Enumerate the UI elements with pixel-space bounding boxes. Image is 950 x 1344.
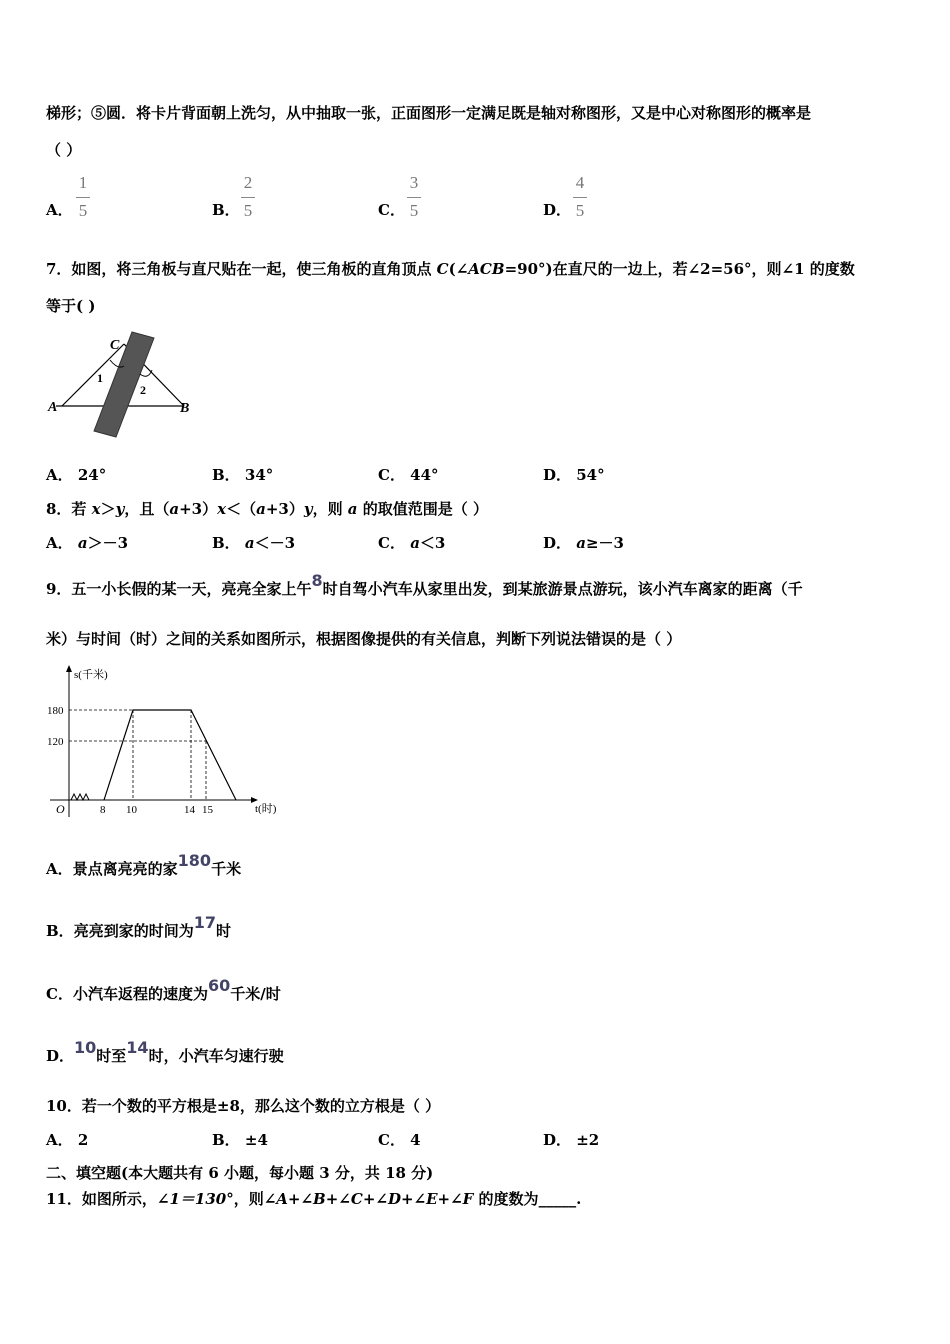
label-b: B <box>180 401 190 416</box>
q6-option-c-fraction <box>404 173 424 221</box>
x-tick-14: 14 <box>184 804 195 816</box>
q6-option-d-label: D． <box>543 201 572 219</box>
distance-line <box>104 710 236 800</box>
q7-text-line: 7．如图，将三角板与直尺贴在一起，使三角板的直角顶点 C(∠ACB=90°)在直尺的一边上，若∠2=56°，则∠1 的度数 <box>46 260 855 278</box>
q9-option-c: C．小汽车返程的速度为60千米/时 <box>46 976 281 1003</box>
denominator: 5 <box>409 201 419 220</box>
x-tick-15: 15 <box>202 804 213 816</box>
q10-option-b: B． ±4 <box>212 1131 268 1149</box>
numerator: 3 <box>409 173 419 192</box>
x-tick-8: 8 <box>100 804 106 816</box>
q7-option-d: D． 54° <box>543 466 605 484</box>
q6-option-c-label: C． <box>378 201 405 219</box>
q9-option-d: D．10时至14时，小汽车匀速行驶 <box>46 1038 284 1065</box>
label-angle-1: 1 <box>97 371 103 385</box>
answer-blank: _____ <box>538 1190 577 1208</box>
label-a: A <box>48 400 58 415</box>
q9-text-line: 9．五一小长假的某一天，亮亮全家上午8时自驾小汽车从家里出发，到某旅游景点游玩，该小汽车离家的距离（千 <box>46 571 803 598</box>
q9-option-b: B．亮亮到家的时间为17时 <box>46 913 231 940</box>
denominator: 5 <box>78 201 88 220</box>
q10-option-c: C． 4 <box>378 1131 421 1149</box>
y-axis-label: s(千米) <box>74 669 108 681</box>
q6-text-line: 梯形；⑤圆．将卡片背面朝上洗匀，从中抽取一张，正面图形一定满足既是轴对称图形，又是中心对称图形的概率是 <box>46 104 812 122</box>
label-angle-2: 2 <box>140 383 146 397</box>
q9-text-line2: 米）与时间（时）之间的关系如图所示，根据图像提供的有关信息，判断下列说法错误的是（ ） <box>46 630 682 648</box>
q10-text-line: 10．若一个数的平方根是±8，那么这个数的立方根是（ ） <box>46 1097 441 1115</box>
q8-text-line: 8．若 x＞y，且（a+3）x＜（a+3）y，则 a 的取值范围是（ ） <box>46 500 488 518</box>
denominator: 5 <box>575 201 585 220</box>
q6-option-b-fraction <box>238 173 258 221</box>
q8-option-b: B． a＜－3 <box>212 534 296 552</box>
q9-distance-time-graph <box>44 662 294 822</box>
origin-label: O <box>56 802 65 816</box>
numerator: 4 <box>575 173 585 192</box>
x-tick-10: 10 <box>126 804 137 816</box>
q10-option-d: D． ±2 <box>543 1131 600 1149</box>
y-axis-arrow <box>66 665 72 672</box>
q9-option-a: A．景点离亮亮的家180千米 <box>46 851 242 878</box>
q7-option-b: B． 34° <box>212 466 274 484</box>
q7-triangle-ruler-figure <box>44 330 204 440</box>
label-c: C <box>110 338 120 353</box>
y-tick-120: 120 <box>47 736 64 748</box>
q10-option-a: A． 2 <box>46 1131 89 1149</box>
q11-text-line: 11．如图所示，∠1＝130°，则∠A+∠B+∠C+∠D+∠E+∠F 的度数为_____. <box>46 1190 582 1208</box>
section-2-heading: 二、填空题(本大题共有 6 小题，每小题 3 分，共 18 分) <box>46 1164 434 1182</box>
q6-option-a-label: A． <box>46 201 73 219</box>
numerator: 2 <box>243 173 253 192</box>
q8-option-c: C． a＜3 <box>378 534 446 552</box>
q6-option-a-fraction <box>73 173 93 221</box>
q7-option-c: C． 44° <box>378 466 439 484</box>
q7-option-a: A． 24° <box>46 466 107 484</box>
q8-option-d: D． a≥－3 <box>543 534 624 552</box>
x-axis-label: t(时) <box>255 803 277 815</box>
q8-option-a: A． a＞－3 <box>46 534 129 552</box>
q7-text-line2: 等于( ) <box>46 297 96 315</box>
axis-break <box>71 794 89 800</box>
q6-option-b-label: B． <box>212 201 240 219</box>
denominator: 5 <box>243 201 253 220</box>
numerator: 1 <box>78 173 88 192</box>
q6-option-d-fraction <box>570 173 590 221</box>
y-tick-180: 180 <box>47 705 64 717</box>
q6-paren: （ ） <box>46 141 82 159</box>
